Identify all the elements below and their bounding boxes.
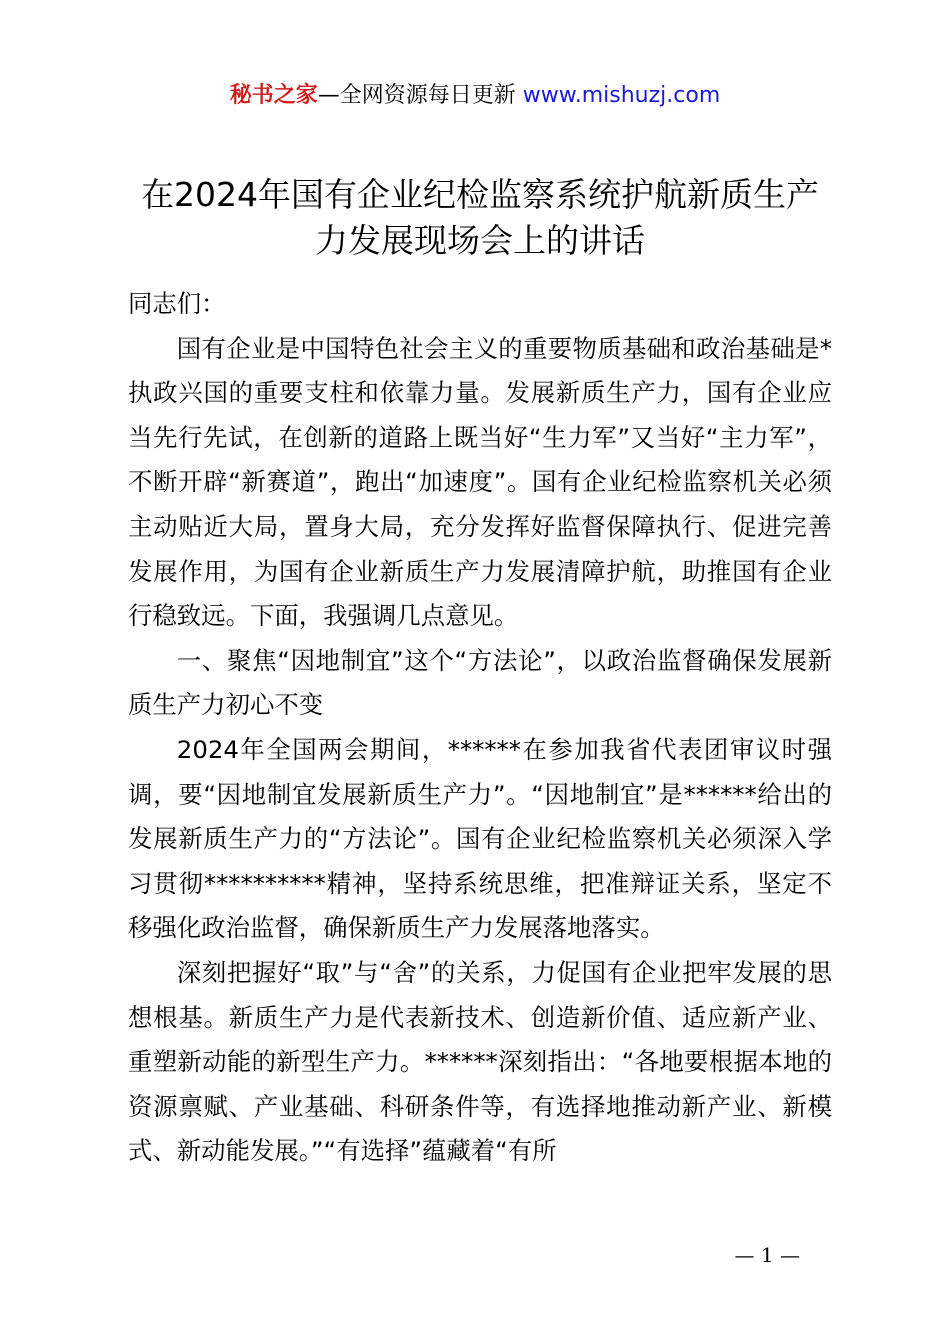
document-title: 在2024年国有企业纪检监察系统护航新质生产力发展现场会上的讲话	[141, 175, 819, 260]
site-url-link[interactable]: www.mishuzj.com	[522, 83, 721, 108]
page-number: — 1 —	[734, 1243, 800, 1267]
header-tagline: —全网资源每日更新	[317, 83, 516, 108]
site-header	[0, 78, 950, 114]
document-body	[128, 282, 832, 1174]
body-paragraph: 国有企业是中国特色社会主义的重要物质基础和政治基础是*执政兴国的重要支柱和依靠力量。发展新质生产力，国有企业应当先行先试，在创新的道路上既当好“生力军”又当好“主力军”，不断开辟“新赛道”，跑出“加速度”。国有企业纪检监察机关必须主动贴近大局，置身大局，充分发挥好监督保障执行、促进完善发展作用，为国有企业新质生产力发展清障护航，助推国有企业行稳致远。下面，我强调几点意见。	[128, 333, 832, 631]
body-paragraph: 深刻把握好“取”与“舍”的关系，力促国有企业把牢发展的思想根基。新质生产力是代表新技术、创造新价值、适应新产业、重塑新动能的新型生产力。******深刻指出：“各地要根据本地的资源禀赋、产业基础、科研条件等，有选择地推动新产业、新模式、新动能发展。”“有选择”蕴藏着“有所	[128, 957, 832, 1166]
body-paragraph: 2024年全国两会期间，******在参加我省代表团审议时强调，要“因地制宜发展新质生产力”。“因地制宜”是******给出的发展新质生产力的“方法论”。国有企业纪检监察机关必须深入学习贯彻**********精神，坚持系统思维，把准辩证关系，坚定不移强化政治监督，确保新质生产力发展落地落实。	[128, 734, 832, 943]
section-heading: 一、聚焦“因地制宜”这个“方法论”，以政治监督确保发展新质生产力初心不变	[128, 645, 832, 720]
salutation: 同志们：	[128, 289, 226, 318]
brand-name: 秘书之家	[229, 83, 318, 108]
